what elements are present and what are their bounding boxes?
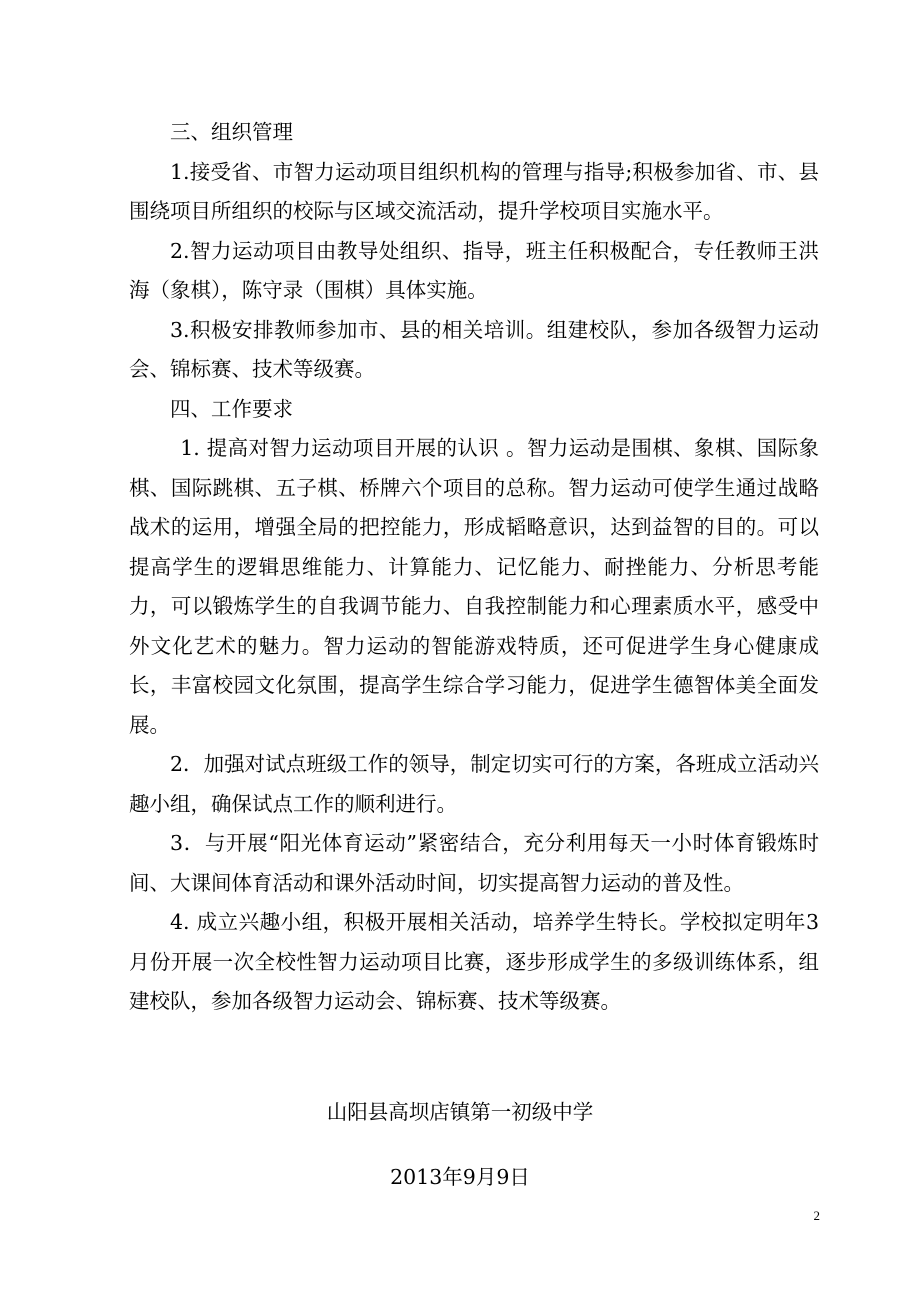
paragraph-org-2: 2.智力运动项目由教导处组织、指导，班主任积极配合，专任教师王洪海（象棋），陈守录（围棋）具体实施。	[129, 238, 819, 302]
paragraph-req-4: 4. 成立兴趣小组，积极开展相关活动，培养学生特长。学校拟定明年3月份开展一次全校性智力运动项目比赛，逐步形成学生的多级训练体系，组建校队，参加各级智力运动会、锦标赛、技术等级赛。	[129, 910, 819, 1013]
paragraph-req-2: 2．加强对试点班级工作的领导，制定切实可行的方案，各班成立活动兴趣小组，确保试点工作的顺利进行。	[129, 752, 819, 816]
paragraph-org-1: 1.接受省、市智力运动项目组织机构的管理与指导;积极参加省、市、县围绕项目所组织的校际与区域交流活动，提升学校项目实施水平。	[129, 159, 819, 223]
paragraph-org-3: 3.积极安排教师参加市、县的相关培训。组建校队，参加各级智力运动会、锦标赛、技术等级赛。	[129, 317, 819, 381]
signature-date: 2013年9月9日	[390, 1165, 530, 1189]
signature-organization: 山阳县高坝店镇第一初级中学	[326, 1100, 594, 1124]
page-number: 2	[813, 1208, 820, 1223]
document-body	[129, 113, 819, 1022]
section-heading-requirements: 四、工作要求	[170, 396, 293, 421]
section-heading-organization: 三、组织管理	[170, 120, 293, 144]
paragraph-req-3: 3．与开展“阳光体育运动”紧密结合，充分利用每天一小时体育锻炼时间、大课间体育活动和课外活动时间，切实提高智力运动的普及性。	[129, 831, 819, 895]
paragraph-req-1: 1. 提高对智力运动项目开展的认识 。智力运动是围棋、象棋、国际象棋、国际跳棋、五子棋、桥牌六个项目的总称。智力运动可使学生通过战略战术的运用，增强全局的把控能力，形成韬略意识，达到益智的目的。可以提高学生的逻辑思维能力、计算能力、记忆能力、耐挫能力、分析思考能力，可以锻炼学生的自我调节能力、自我控制能力和心理素质水平，感受中外文化艺术的魅力。智力运动的智能游戏特质，还可促进学生身心健康成长，丰富校园文化氛围，提高学生综合学习能力，促进学生德智体美全面发展。	[129, 436, 819, 737]
